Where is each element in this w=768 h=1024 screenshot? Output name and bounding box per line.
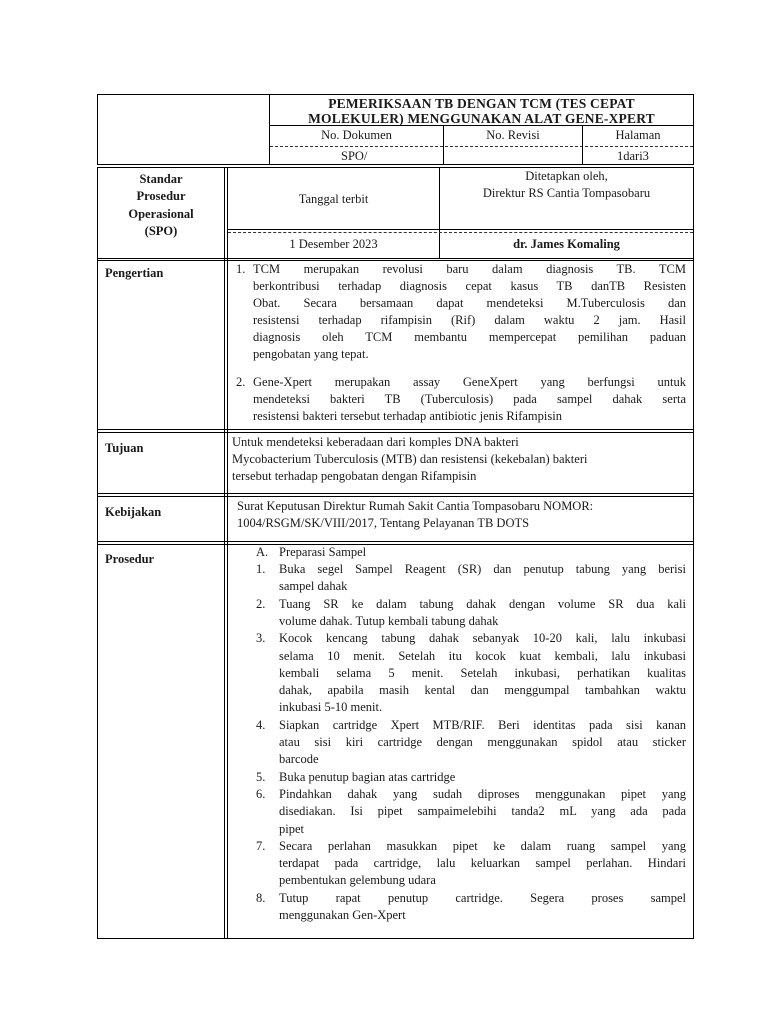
- prosedur-step-4-number: 4.: [256, 717, 266, 732]
- kebijakan-label: Kebijakan: [105, 505, 162, 519]
- tujuan-line-2: Mycobacterium Tuberculosis (MTB) dan resistensi (kekebalan) bakteri: [232, 452, 588, 466]
- pengertian-item-2-line-3: resistensi bakteri tersebut terhadap antibiotic jenis Rifampisin: [253, 409, 562, 423]
- spo-label-line-1: Standar: [139, 172, 183, 186]
- prosedur-step-6-line-1: Pindahkan dahak yang sudah diproses menggunakan pipet yang: [279, 786, 686, 801]
- spo-label-line-2: Prosedur: [136, 189, 186, 203]
- prosedur-step-2-line-1: Tuang SR ke dalam tabung dahak dengan volume SR dua kali: [279, 596, 686, 611]
- prosedur-step-8-line-2: menggunakan Gen-Xpert: [279, 908, 406, 922]
- prosedur-step-3-number: 3.: [256, 631, 266, 646]
- prosedur-step-5-line-1: Buka penutup bagian atas cartridge: [279, 769, 456, 784]
- prosedur-step-4-line-1: Siapkan cartridge Xpert MTB/RIF. Beri identitas pada sisi kanan: [279, 717, 686, 732]
- prosedur-step-2-line-2: volume dahak. Tutup kembali tabung dahak: [279, 613, 499, 628]
- no-dokumen-value: SPO/: [341, 149, 368, 163]
- ditetapkan-line-1: Ditetapkan oleh,: [525, 169, 608, 183]
- prosedur-step-7-number: 7.: [256, 838, 266, 853]
- prosedur-step-1-line-1: Buka segel Sampel Reagent (SR) dan penutup tabung yang berisi: [279, 562, 686, 576]
- prosedur-step-6-line-3: pipet: [279, 821, 304, 836]
- prosedur-step-3-line-5: inkubasi 5-10 menit.: [279, 700, 383, 715]
- prosedur-step-4-line-3: barcode: [279, 752, 319, 767]
- no-revisi-label: No. Revisi: [486, 128, 540, 142]
- prosedur-step-7-line-2: terdapat pada cartridge, lalu keluarkan sampel perlahan. Hindari: [279, 856, 686, 871]
- prosedur-step-1-number: 1.: [256, 562, 266, 576]
- prosedur-section-title: Preparasi Sampel: [279, 545, 367, 559]
- prosedur-step-4-line-2: atau sisi kiri cartridge dengan menggunakan spidol atau sticker: [279, 735, 686, 749]
- prosedur-step-2-number: 2.: [256, 596, 266, 611]
- tanggal-terbit-label: Tanggal terbit: [298, 192, 369, 206]
- pengertian-label: Pengertian: [105, 266, 164, 280]
- pengertian-item-1-number: 1.: [236, 262, 246, 276]
- prosedur-step-5-number: 5.: [256, 769, 266, 784]
- spo-label-line-4: (SPO): [144, 224, 178, 238]
- document-title-line-2: MOLEKULER) MENGGUNAKAN ALAT GENE-XPERT: [308, 111, 655, 125]
- pengertian-item-1-line-2: berkontribusi terhadap diagnosis cepat kasus TB danTB Resisten: [253, 279, 686, 293]
- no-dokumen-label: No. Dokumen: [321, 128, 392, 142]
- prosedur-step-3-line-3: kembali selama 5 menit. Setelah inkubasi, perhatikan kualitas: [279, 665, 686, 680]
- pengertian-item-1-line-6: pengobatan yang tepat.: [253, 347, 369, 361]
- pengertian-item-1-line-1: TCM merupakan revolusi baru dalam diagnosis TB. TCM: [253, 262, 686, 276]
- spo-label-line-3: Operasional: [128, 207, 194, 221]
- director-name: dr. James Komaling: [513, 237, 620, 251]
- ditetapkan-line-2: Direktur RS Cantia Tompasobaru: [482, 186, 651, 200]
- prosedur-step-8-number: 8.: [256, 890, 266, 905]
- pengertian-item-2-line-2: mendeteksi bakteri TB (Tuberculosis) pada sampel dahak serta: [253, 392, 686, 406]
- prosedur-step-7-line-3: pembentukan gelembung udara: [279, 873, 436, 888]
- pengertian-item-1-line-4: resistensi terhadap rifampisin (Rif) dalam waktu 2 jam. Hasil: [253, 313, 686, 327]
- prosedur-step-6-number: 6.: [256, 786, 266, 801]
- prosedur-step-3-line-4: dahak, apabila masih kental dan menggumpal tambahkan waktu: [279, 683, 686, 698]
- tujuan-line-1: Untuk mendeteksi keberadaan dari komples DNA bakteri: [232, 435, 519, 449]
- prosedur-step-1-line-2: sampel dahak: [279, 579, 348, 594]
- prosedur-step-6-line-2: disediakan. Isi pipet sampaimelebihi tanda2 mL yang ada pada: [279, 804, 686, 819]
- document-title-line-1: PEMERIKSAAN TB DENGAN TCM (TES CEPAT: [328, 96, 635, 111]
- prosedur-step-7-line-1: Secara perlahan masukkan pipet ke dalam ruang sampel yang: [279, 838, 686, 853]
- kebijakan-line-2: 1004/RSGM/SK/VIII/2017, Tentang Pelayanan TB DOTS: [237, 516, 530, 530]
- prosedur-label: Prosedur: [105, 552, 155, 566]
- pengertian-item-2-line-1: Gene-Xpert merupakan assay GeneXpert yang berfungsi untuk: [253, 375, 686, 389]
- tanggal-terbit-value: 1 Desember 2023: [289, 237, 378, 251]
- tujuan-label: Tujuan: [105, 441, 144, 455]
- pengertian-item-2-number: 2.: [236, 375, 246, 389]
- kebijakan-line-1: Surat Keputusan Direktur Rumah Sakit Cantia Tompasobaru NOMOR:: [237, 499, 594, 513]
- prosedur-section-letter: A.: [256, 545, 269, 559]
- pengertian-item-1-line-5: diagnosis oleh TCM membantu mempercepat pemilihan paduan: [253, 330, 686, 344]
- tujuan-line-3: tersebut terhadap pengobatan dengan Rifampisin: [232, 469, 477, 483]
- halaman-label: Halaman: [615, 128, 661, 142]
- prosedur-step-3-line-2: selama 10 menit. Setelah itu kocok kuat kembali, lalu inkubasi: [279, 648, 686, 663]
- pengertian-item-1-line-3: Obat. Secara bersamaan dapat mendeteksi M.Tuberculosis dan: [253, 296, 686, 310]
- prosedur-step-8-line-1: Tutup rapat penutup cartridge. Segera proses sampel: [279, 890, 686, 905]
- prosedur-step-3-line-1: Kocok kencang tabung dahak sebanyak 10-20 kali, lalu inkubasi: [279, 631, 686, 646]
- halaman-value: 1dari3: [617, 149, 649, 163]
